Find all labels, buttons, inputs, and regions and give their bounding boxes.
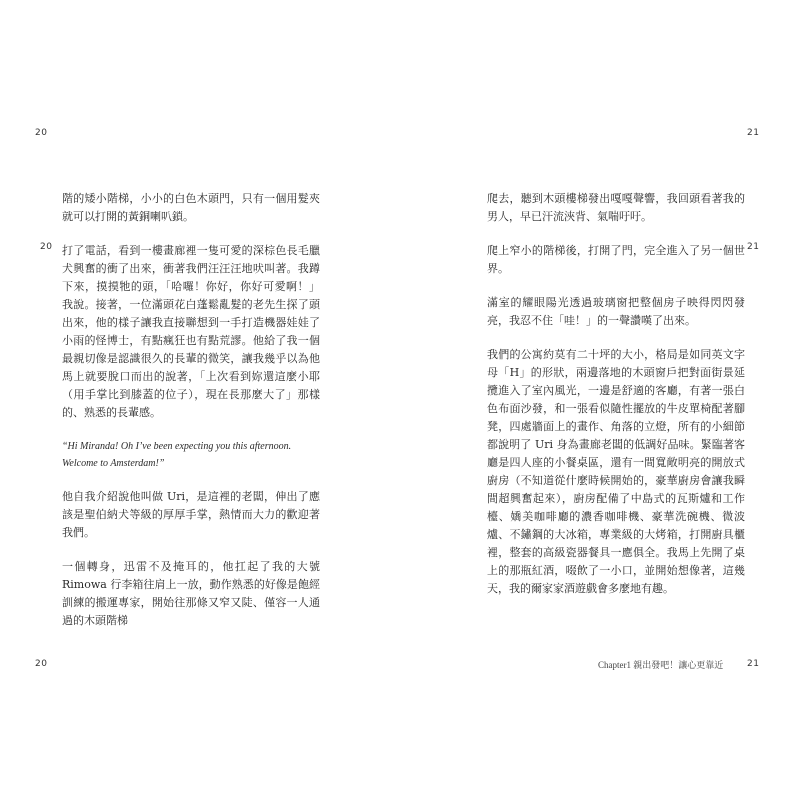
right-paragraph-2: 爬上窄小的階梯後，打開了門，完全進入了另一個世界。 — [487, 244, 745, 275]
right-page-number-bottom: 21 — [747, 659, 760, 669]
right-page-number-side: 21 — [747, 242, 760, 252]
left-paragraph-2: 打了電話，看到一樓畫廊裡一隻可愛的深棕色長毛臘犬興奮的衝了出來，衝著我們汪汪汪地吠叫著。我蹲下來，摸摸牠的頭，「哈囉！你好，你好可愛啊！」我說。接著，一位滿頭花白蓬鬆亂髮的老先生探了頭出來，他的樣子讓我直接聯想到一手打造機器娃娃了小雨的怪博士，有點瘋狂也有點荒謬。他給了我一個最親切像是認識很久的長輩的微笑，讓我幾乎以為他馬上就要脫口而出的說著，「上次看到妳還這麼小耶（用手掌比到膝蓋的位子），現在長那麼大了」那樣的、熟悉的長輩感。 — [62, 244, 320, 419]
left-paragraph-1: 階的矮小階梯，小小的白色木頭門，只有一個用髮夾就可以打開的黃銅喇叭鎖。 — [62, 192, 320, 223]
left-paragraph-4: 他自我介紹說他叫做 Uri，是這裡的老闆，伸出了應該是聖伯納犬等級的厚厚手掌，熱情而大力的歡迎著我們。 — [62, 490, 320, 539]
right-paragraph-3: 滿室的耀眼陽光透過玻璃窗把整個房子映得閃閃發亮，我忍不住「哇！」的一聲讚嘆了出來。 — [487, 296, 745, 327]
right-page-body — [487, 190, 745, 614]
right-paragraph-4: 我們的公寓約莫有二十坪的大小，格局是如同英文字母「H」的形狀，兩邊落地的木頭窗戶把對面街景延攬進入了室內風光，一邊是舒適的客廳，有著一張白色布面沙發，和一張看似隨性擺放的牛皮單椅配著腳凳，四處牆面上的畫作、角落的立燈，所有的小細節都說明了 Uri 身為畫廊老闆的低調好品味。緊臨著客廳是四人座的小餐桌區，還有一間寬敞明亮的開放式廚房（不知道從什麼時候開始的，豪華廚房會讓我瞬間超興奮起來），廚房配備了中島式的瓦斯爐和工作檯、嬌美咖啡廳的濃香咖啡機、豪華洗碗機、微波爐、不鏽鋼的大冰箱，專業級的大烤箱，打開廚具櫃裡，整套的高級瓷器餐具一應俱全。我馬上先開了桌上的那瓶紅酒，啜飲了一小口，並開始想像著，這幾天，我的爾家家酒遊戲會多麼地有趣。 — [487, 348, 745, 595]
left-paragraph-5: 一個轉身，迅雷不及掩耳的，他扛起了我的大號 Rimowa 行李箱往肩上一放，動作熟悉的好像是飽經訓練的搬運專家，開始往那條又窄又陡、僅容一人通過的木頭階梯 — [62, 560, 320, 627]
right-paragraph-1: 爬去，聽到木頭樓梯發出嘎嘎聲響，我回頭看著我的男人，早已汗流浹背、氣喘吁吁。 — [487, 192, 745, 223]
left-page-number-bottom: 20 — [35, 659, 48, 669]
running-footer-chapter: Chapter1 親出發吧！讓心更靠近 — [598, 660, 724, 670]
left-page-number-side: 20 — [40, 242, 53, 252]
right-page-number-top: 21 — [747, 128, 760, 138]
left-page-number-top: 20 — [35, 128, 48, 138]
left-page-body — [62, 190, 320, 646]
left-paragraph-quote: “Hi Miranda! Oh I’ve been expecting you this afternoon. Welcome to Amsterdam!” — [62, 441, 292, 469]
